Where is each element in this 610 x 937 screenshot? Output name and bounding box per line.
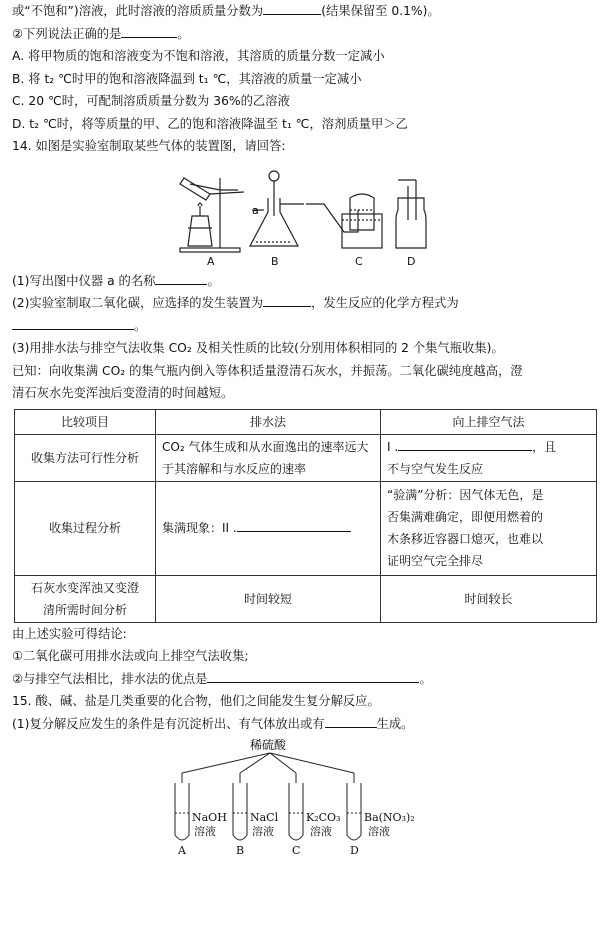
question-15-title: 15. 酸、碱、盐是几类重要的化合物，他们之间能发生复分解反应。 bbox=[12, 694, 380, 708]
test-tube-diagram bbox=[12, 735, 598, 857]
table-cell bbox=[15, 575, 156, 622]
answer-blank[interactable] bbox=[263, 292, 311, 307]
line-text: (1)写出图中仪器 a 的名称 bbox=[12, 273, 156, 288]
line-text: 。 bbox=[177, 26, 190, 41]
cell-line: 证明空气完全排尽 bbox=[387, 554, 484, 568]
conclusion-1: ①二氧化碳可用排水法或向上排空气法收集; bbox=[12, 649, 249, 663]
cell-line: 清所需时间分析 bbox=[42, 602, 127, 617]
option-c: C. 20 ℃时，可配制溶质质量分数为 36%的乙溶液 bbox=[12, 94, 290, 108]
figure-label: D bbox=[407, 254, 416, 268]
figure-label: A bbox=[207, 254, 215, 268]
question-15-1 bbox=[12, 713, 598, 736]
table-header: 向上排空气法 bbox=[381, 409, 597, 434]
tube-sub: 溶液 bbox=[310, 825, 332, 838]
answer-blank[interactable] bbox=[237, 517, 351, 532]
known-text-1: 已知：向收集满 CO₂ 的集气瓶内倒入等体积适量澄清石灰水，并振荡。二氧化碳纯度越高，澄 bbox=[12, 363, 523, 378]
test-tube-b bbox=[233, 783, 247, 840]
tube-name: Ba(NO₃)₂ bbox=[364, 811, 415, 824]
cell-line: “验满”分析：因气体无色，是 bbox=[387, 488, 544, 502]
cell-line: 石灰水变浑浊又变澄 bbox=[30, 580, 139, 595]
tube-sub: 溶液 bbox=[252, 825, 274, 838]
test-tube-c bbox=[289, 783, 303, 840]
label-a: a bbox=[252, 203, 259, 217]
question-14-2-cont bbox=[12, 315, 598, 338]
line-text: 。 bbox=[134, 318, 147, 333]
test-tube-a bbox=[175, 783, 189, 840]
reagent-label: 稀硫酸 bbox=[250, 738, 287, 752]
tube-name: NaCl bbox=[250, 811, 279, 824]
line-text: 生成。 bbox=[376, 716, 414, 731]
tube-label: B bbox=[236, 844, 245, 857]
known-text-2: 清石灰水先变浑浊后变澄清的时间越短。 bbox=[12, 386, 234, 400]
answer-blank[interactable] bbox=[207, 668, 419, 683]
table-cell: 收集方法可行性分析 bbox=[15, 434, 156, 481]
cell-line bbox=[387, 436, 590, 458]
table-header-row bbox=[15, 409, 597, 434]
conclusion-2 bbox=[12, 668, 598, 691]
line-text: ，发生反应的化学方程式为 bbox=[311, 296, 459, 310]
cell-line: CO₂ 气体生成和从水面逸出的速率远大 bbox=[162, 439, 369, 454]
tube-name: K₂CO₃ bbox=[306, 811, 341, 824]
table-row bbox=[15, 434, 597, 481]
cell-line: 木条移近容器口熄灭，也难以 bbox=[387, 532, 544, 546]
line-text: ②与排空气法相比，排水法的优点是 bbox=[12, 671, 208, 686]
figure-label: C bbox=[355, 254, 363, 268]
line-text: 或“不饱和”)溶液，此时溶液的溶质质量分数为 bbox=[12, 4, 264, 18]
tube-sub: 溶液 bbox=[194, 825, 216, 838]
option-b: B. 将 t₂ ℃时甲的饱和溶液降温到 t₁ ℃，其溶液的质量一定减小 bbox=[12, 71, 362, 86]
cell-line: 否集满难确定，即便用燃着的 bbox=[387, 510, 544, 524]
table-row bbox=[15, 575, 597, 622]
table-cell: 时间较长 bbox=[381, 575, 597, 622]
question-14-1 bbox=[12, 270, 598, 293]
answer-blank[interactable] bbox=[155, 270, 207, 285]
line-text: (2)实验室制取二氧化碳，应选择的发生装置为 bbox=[12, 296, 264, 310]
tube-name: NaOH bbox=[192, 811, 227, 824]
line-text: (结果保留至 0.1%)。 bbox=[321, 4, 440, 18]
cell-line: 不与空气发生反应 bbox=[387, 461, 484, 476]
answer-blank[interactable] bbox=[12, 315, 134, 330]
figure-label: B bbox=[271, 254, 279, 268]
option-a: A. 将甲物质的饱和溶液变为不饱和溶液，其溶质的质量分数一定减小 bbox=[12, 49, 385, 63]
table-header: 排水法 bbox=[156, 409, 381, 434]
answer-blank[interactable] bbox=[121, 23, 177, 38]
table-cell: 时间较短 bbox=[156, 575, 381, 622]
table-cell bbox=[156, 481, 381, 575]
cell-text: I . bbox=[387, 439, 399, 454]
apparatus-figure bbox=[12, 158, 598, 270]
table-cell bbox=[156, 434, 381, 481]
table-row bbox=[15, 481, 597, 575]
line-text: 。 bbox=[419, 671, 432, 686]
apparatus-d bbox=[396, 180, 426, 248]
tube-label: C bbox=[292, 844, 301, 857]
answer-blank[interactable] bbox=[398, 436, 532, 451]
table-cell bbox=[381, 434, 597, 481]
line-text: 。 bbox=[207, 273, 220, 288]
cell-text: 集满现象：II . bbox=[162, 521, 237, 535]
apparatus-diagram bbox=[12, 158, 598, 270]
table-cell: 收集过程分析 bbox=[15, 481, 156, 575]
question-14-3: (3)用排水法与排空气法收集 CO₂ 及相关性质的比较(分别用体积相同的 2 个集气瓶收集)。 bbox=[12, 341, 504, 355]
question-14-2 bbox=[12, 292, 598, 315]
comparison-table bbox=[14, 409, 597, 623]
cell-line: 于其溶解和与水反应的速率 bbox=[162, 461, 307, 476]
question-14-title: 14. 如图是实验室制取某些气体的装置图，请回答: bbox=[12, 139, 286, 153]
table-header: 比较项目 bbox=[15, 409, 156, 434]
line-text: ②下列说法正确的是 bbox=[12, 26, 122, 41]
text-line-2 bbox=[12, 23, 598, 46]
table-cell bbox=[381, 481, 597, 575]
tube-label: A bbox=[178, 844, 186, 857]
test-tube-d bbox=[347, 783, 361, 840]
apparatus-c bbox=[306, 194, 382, 248]
tube-label: D bbox=[350, 844, 359, 857]
line-text: (1)复分解反应发生的条件是有沉淀析出、有气体放出或有 bbox=[12, 716, 325, 731]
tube-sub: 溶液 bbox=[368, 825, 390, 838]
question-page bbox=[12, 0, 598, 857]
test-tube-figure bbox=[12, 735, 598, 857]
cell-text: ，且 bbox=[532, 439, 557, 454]
answer-blank[interactable] bbox=[325, 713, 377, 728]
conclusion-title: 由上述实验可得结论: bbox=[12, 626, 127, 641]
answer-blank[interactable] bbox=[263, 0, 321, 15]
text-line-1 bbox=[12, 0, 598, 23]
option-d: D. t₂ ℃时，将等质量的甲、乙的饱和溶液降温至 t₁ ℃，溶剂质量甲＞乙 bbox=[12, 116, 408, 131]
apparatus-a bbox=[180, 178, 244, 252]
